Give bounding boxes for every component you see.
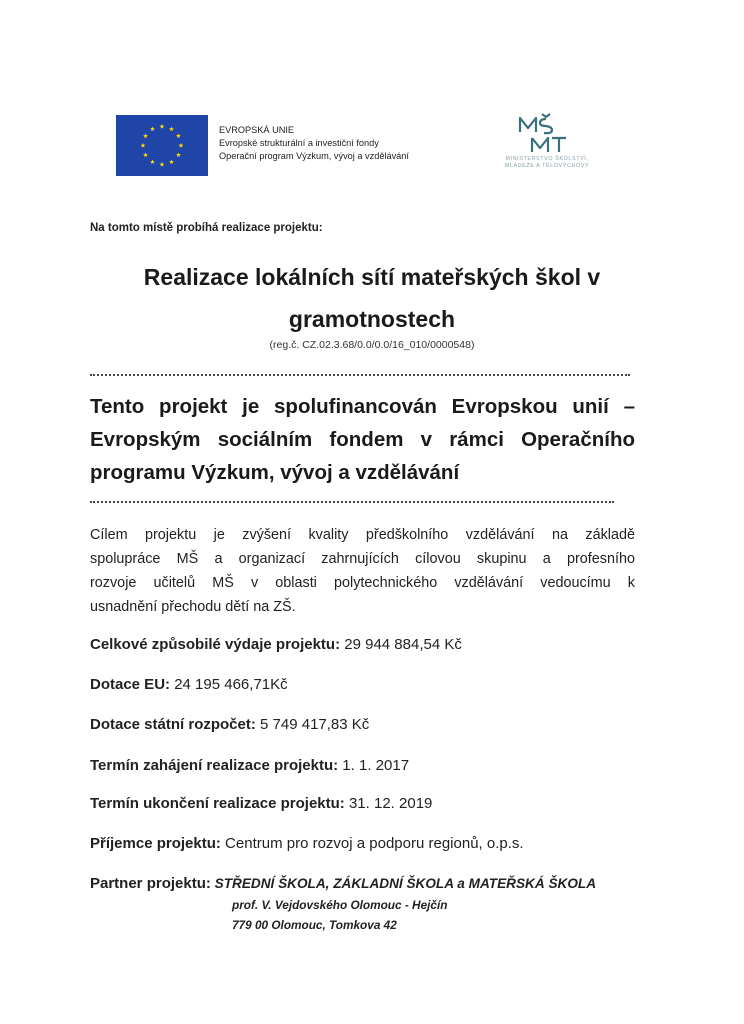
dotted-divider-bottom: [90, 501, 614, 503]
end-date-value: 31. 12. 2019: [344, 795, 433, 812]
goal-line-1: Cílem projektu je zvýšení kvality předškolního vzdělávání na základě: [90, 527, 635, 543]
state-grant-value: 5 749 417,83 Kč: [255, 716, 370, 733]
start-date-label: Termín zahájení realizace projektu:: [90, 757, 339, 774]
total-expenses-value: 29 944 884,54 Kč: [340, 636, 462, 653]
project-title-line-2: gramotnostech: [288, 306, 456, 332]
recipient-value: Centrum pro rozvoj a podporu regionů, o.p.s.: [220, 835, 524, 852]
cofinancing-statement: [90, 390, 635, 489]
partner-address-line-2: 779 00 Olomouc, Tomkova 42: [232, 918, 397, 932]
eu-text-line-1: EVROPSKÁ UNIE: [219, 125, 295, 135]
dotted-divider-top: [90, 374, 630, 376]
total-expenses-label: Celkové způsobilé výdaje projektu:: [90, 636, 341, 653]
eu-grant-row: [90, 676, 288, 693]
registration-number: (reg.č. CZ.02.3.68/0.0/0.0/16_010/0000548): [269, 339, 475, 351]
total-expenses-row: [90, 636, 462, 653]
goal-line-2: spolupráce MŠ a organizací zahrnujících cílovou skupinu a profesního: [90, 551, 635, 567]
msmt-subtitle-line-1: MINISTERSTVO ŠKOLSTVÍ,: [505, 156, 589, 162]
eu-grant-value: 24 195 466,71Kč: [170, 676, 288, 693]
state-grant-row: [90, 716, 369, 733]
start-date-row: [90, 757, 409, 774]
eu-program-text: [219, 124, 499, 163]
project-goal: [90, 523, 635, 619]
end-date-label: Termín ukončení realizace projektu:: [90, 795, 345, 812]
recipient-row: [90, 835, 524, 852]
partner-row: [90, 875, 596, 892]
eu-stars-icon: [116, 115, 208, 176]
recipient-label: Příjemce projektu:: [90, 835, 221, 852]
eu-text-line-3: Operační program Výzkum, vývoj a vzdělávání: [219, 151, 409, 161]
eu-grant-label: Dotace EU:: [90, 676, 171, 693]
goal-line-4: usnadnění přechodu dětí na ZŠ.: [90, 599, 296, 615]
project-title: [60, 256, 684, 340]
cofinancing-line-3: programu Výzkum, vývoj a vzdělávání: [90, 461, 460, 484]
eu-flag-logo: [116, 115, 208, 176]
goal-line-3: rozvoje učitelů MŠ v oblasti polytechnického vzdělávání vedoucímu k: [90, 575, 635, 591]
partner-value: STŘEDNÍ ŠKOLA, ZÁKLADNÍ ŠKOLA a MATEŘSKÁ ŠKOLA: [210, 876, 597, 891]
msmt-subtitle-line-2: MLÁDEŽE A TĚLOVÝCHOVY: [504, 163, 590, 169]
msmt-subtitle: [488, 156, 606, 170]
eu-text-line-2: Evropské strukturální a investiční fondy: [219, 138, 379, 148]
state-grant-label: Dotace státní rozpočet:: [90, 716, 256, 733]
cofinancing-line-1: Tento projekt je spolufinancován Evropskou unií –: [90, 395, 635, 418]
partner-label: Partner projektu:: [90, 875, 211, 892]
start-date-value: 1. 1. 2017: [338, 757, 410, 774]
end-date-row: [90, 795, 432, 812]
intro-text: Na tomto místě probíhá realizace projektu:: [90, 222, 323, 234]
cofinancing-line-2: Evropským sociálním fondem v rámci Operačního: [90, 428, 635, 451]
project-title-line-1: Realizace lokálních sítí mateřských škol v: [143, 264, 601, 290]
partner-address-line-1: prof. V. Vejdovského Olomouc - Hejčín: [232, 898, 448, 912]
